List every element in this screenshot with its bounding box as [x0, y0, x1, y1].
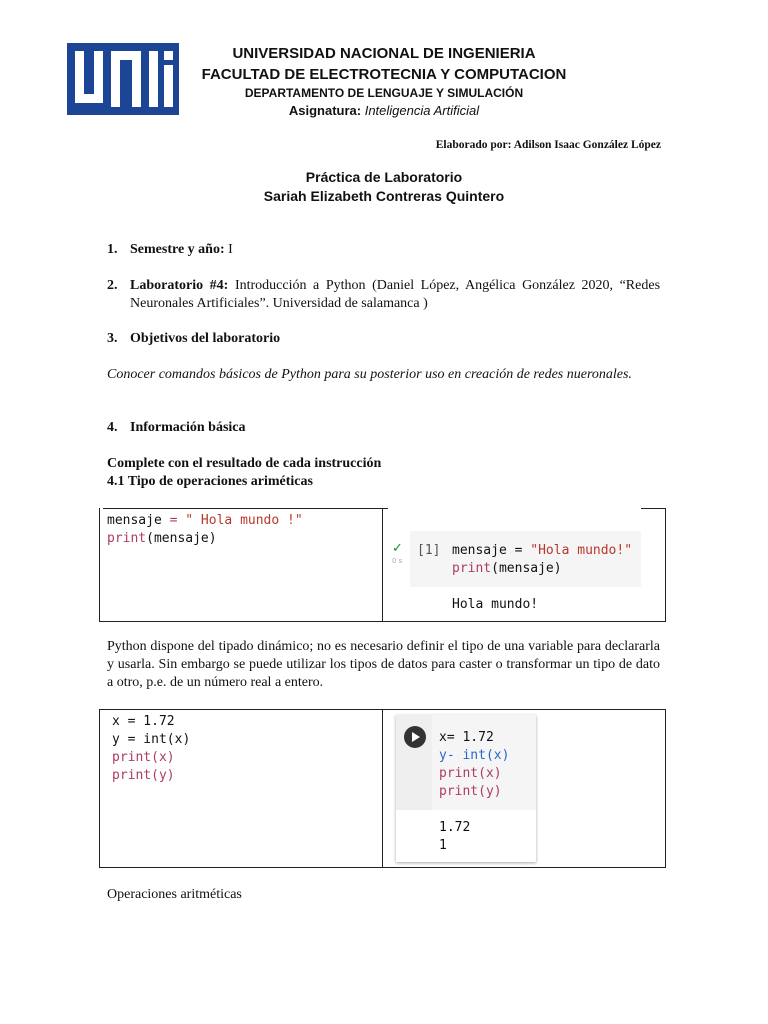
item-number: 1.	[107, 242, 118, 257]
code-string: "Hola mundo!"	[530, 543, 633, 558]
code-op: =	[161, 513, 186, 528]
code-args: (mensaje)	[491, 561, 562, 576]
section-41-heading: 4.1 Tipo de operaciones ariméticas	[107, 474, 313, 489]
code-line: x= 1.72	[439, 730, 494, 745]
cell-number: [1]	[417, 543, 441, 558]
footer-text: Operaciones aritméticas	[107, 887, 242, 902]
item-label: Información básica	[130, 420, 246, 435]
code-line: y = int(x)	[112, 732, 191, 747]
run-cell-icon[interactable]	[404, 726, 426, 748]
box-divider	[382, 508, 383, 621]
item-number: 4.	[107, 420, 118, 435]
item-label: Laboratorio #4:	[130, 278, 229, 293]
item-label: Objetivos del laboratorio	[130, 331, 281, 346]
output-line: 1	[439, 838, 447, 853]
colab-output-1: Hola mundo!	[452, 597, 539, 612]
box-gap	[100, 507, 103, 513]
department-name: DEPARTAMENTO DE LENGUAJE Y SIMULACIÓN	[244, 86, 524, 100]
left-code-block-2	[112, 713, 190, 785]
item-number: 2.	[107, 278, 118, 293]
code-line: print(y)	[112, 768, 175, 783]
item-objetivos	[107, 330, 660, 348]
item-laboratorio	[107, 277, 660, 313]
objective-text: Conocer comandos básicos de Python para su posterior uso en creación de redes nueronales.	[107, 367, 632, 382]
code-args: (mensaje)	[146, 531, 217, 546]
output-line: 1.72	[439, 820, 471, 835]
item-label: Semestre y año:	[130, 242, 225, 257]
subject-value: Inteligencia Artificial	[364, 103, 480, 118]
code-line: y- int(x)	[439, 748, 510, 763]
check-icon: ✓	[392, 541, 403, 556]
item-value: I	[224, 242, 233, 257]
student-name: Sariah Elizabeth Contreras Quintero	[263, 188, 505, 204]
exec-time: 0 s	[392, 557, 403, 565]
complete-heading: Complete con el resultado de cada instrucción	[107, 456, 382, 471]
code-line: print(x)	[439, 766, 502, 781]
box-gap	[388, 507, 641, 510]
code-string: " Hola mundo !"	[185, 513, 303, 528]
code-line: print(y)	[439, 784, 502, 799]
colab-code-1	[452, 542, 632, 578]
item-semester	[107, 241, 660, 259]
university-name: UNIVERSIDAD NACIONAL DE INGENIERIA	[232, 45, 536, 62]
faculty-name: FACULTAD DE ELECTROTECNIA Y COMPUTACION	[201, 66, 567, 83]
author-line: Elaborado por: Adilson Isaac González López	[435, 139, 661, 151]
code-line: mensaje =	[452, 543, 531, 558]
item-informacion	[107, 419, 660, 437]
left-code-block-1	[107, 512, 303, 548]
code-keyword: print	[452, 561, 492, 576]
box-divider	[382, 709, 383, 867]
subject-line	[180, 103, 588, 118]
uni-logo	[67, 43, 179, 115]
code-keyword: print	[107, 531, 147, 546]
colab-code-2	[439, 729, 509, 801]
colab-output-2	[439, 819, 470, 855]
item-value: Introducción a Python (Daniel López, Angélica González 2020, “Redes Neuronales Artificiales”. Universidad de salamanca )	[130, 278, 661, 311]
item-number: 3.	[107, 331, 118, 346]
code-line: print(x)	[112, 750, 175, 765]
subject-label: Asignatura:	[288, 103, 362, 118]
code-line: x = 1.72	[112, 714, 175, 729]
code-var: mensaje	[107, 513, 162, 528]
typing-paragraph: Python dispone del tipado dinámico; no es necesario definir el tipo de una variable para declararla y usarla. Sin embargo se puede utilizar los tipos de datos para caster o transformar un tipo de dato a otro, p.e. de un número real a entero.	[107, 639, 660, 690]
page-title: Práctica de Laboratorio	[305, 169, 463, 185]
